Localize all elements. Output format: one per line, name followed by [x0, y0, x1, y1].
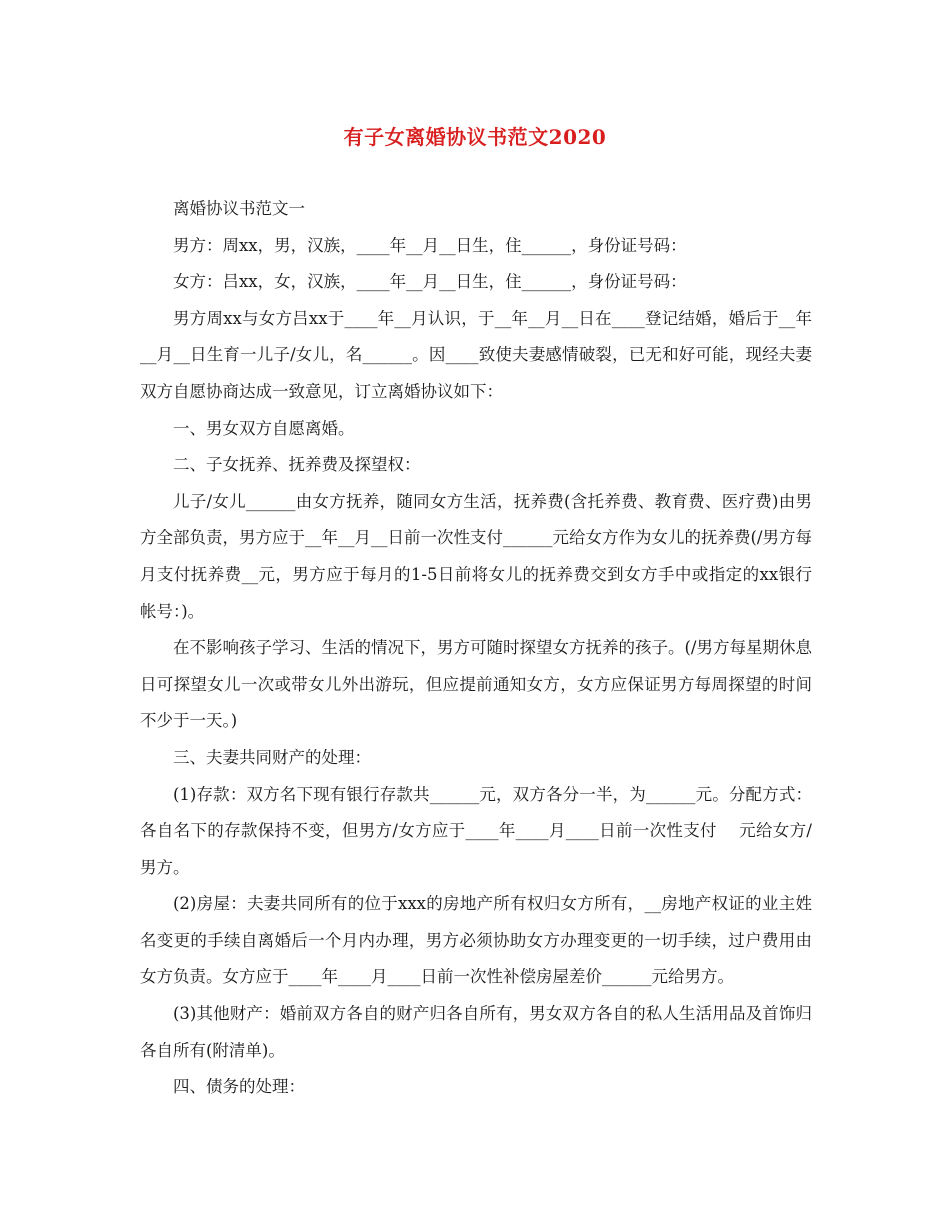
paragraph-house: (2)房屋：夫妻共同所有的位于xxx的房地产所有权归女方所有，__房地产权证的业主姓名变更的手续自离婚后一个月内办理，男方必须协助女方办理变更的一切手续，过户费用由女方负责。女方应于____年____月____日前一次性补偿房屋差价______元给男方。 — [140, 894, 812, 987]
paragraph-clause-4: 四、债务的处理： — [173, 1077, 305, 1097]
document-body — [140, 191, 812, 1106]
paragraph-marriage-background: 男方周xx与女方吕xx于____年__月认识，于__年__月__日在____登记结婚，婚后于__年__月__日生育一儿子/女儿，名______。因____致使夫妻感情破裂，已无和好可能，现经夫妻双方自愿协商达成一致意见，订立离婚协议如下： — [140, 308, 812, 401]
paragraph-wife-info: 女方：吕xx，女，汉族，____年__月__日生，住______，身份证号码： — [173, 272, 687, 292]
paragraph-savings: (1)存款：双方名下现有银行存款共______元，双方各分一半，为______元。分配方式：各自名下的存款保持不变，但男方/女方应于____年____月____日前一次性支付 元给女方/男方。 — [140, 784, 812, 877]
paragraph-child-support: 儿子/女儿______由女方抚养，随同女方生活，抚养费(含托养费、教育费、医疗费)由男方全部负责，男方应于__年__月__日前一次性支付______元给女方作为女儿的抚养费(/男方每月支付抚养费__元，男方应于每月的1-5日前将女儿的抚养费交到女方手中或指定的xx银行帐号：)。 — [140, 491, 812, 621]
paragraph-clause-2: 二、子女抚养、抚养费及探望权： — [173, 455, 421, 475]
paragraph-husband-info: 男方：周xx，男，汉族，____年__月__日生，住______，身份证号码： — [173, 235, 687, 255]
document-title: 有子女离婚协议书范文2020 — [343, 125, 607, 149]
paragraph-clause-1: 一、男女双方自愿离婚。 — [173, 418, 355, 438]
paragraph-other-property: (3)其他财产：婚前双方各自的财产归各自所有，男女双方各自的私人生活用品及首饰归各自所有(附清单)。 — [140, 1004, 812, 1060]
paragraph-heading: 离婚协议书范文一 — [173, 199, 305, 218]
paragraph-visitation: 在不影响孩子学习、生活的情况下，男方可随时探望女方抚养的孩子。(/男方每星期休息日可探望女儿一次或带女儿外出游玩，但应提前通知女方，女方应保证男方每周探望的时间不少于一天。) — [140, 638, 812, 731]
paragraph-clause-3: 三、夫妻共同财产的处理： — [173, 747, 371, 767]
